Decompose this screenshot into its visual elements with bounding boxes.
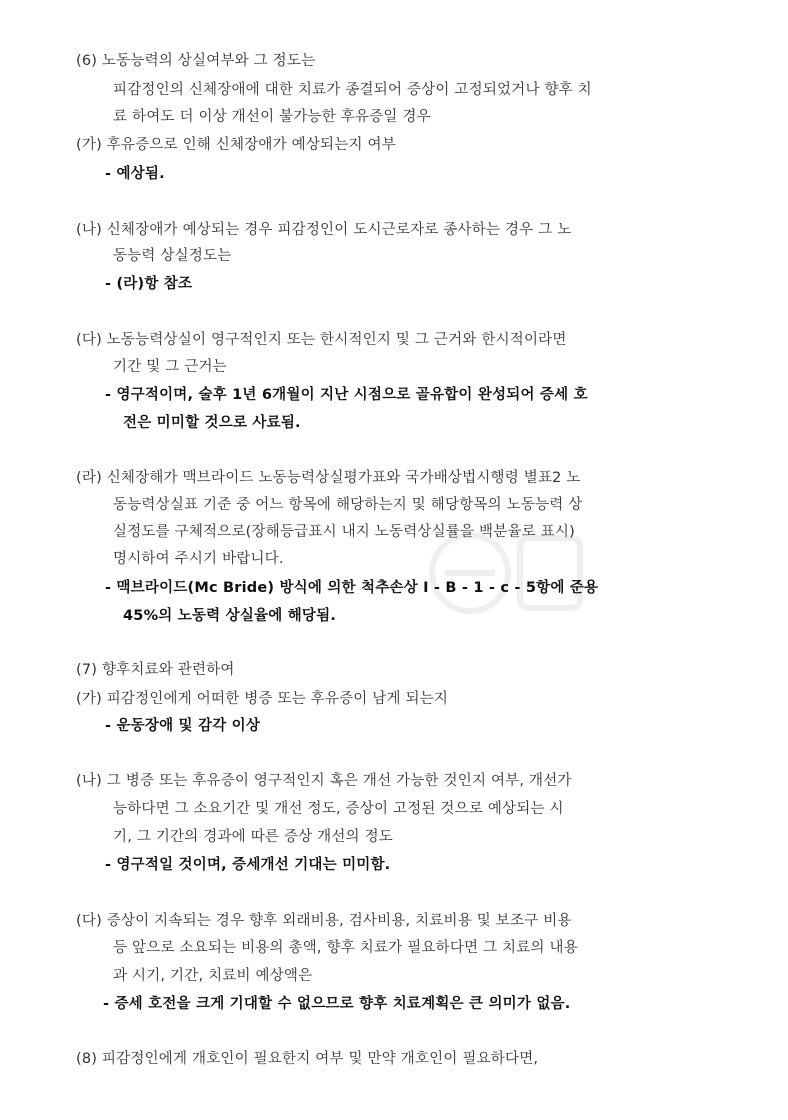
section-6-heading: (6) 노동능력의 상실여부와 그 정도는 [76, 53, 316, 69]
question-6-na-line-2: 동능력 상실정도는 [113, 248, 232, 264]
answer-7-na: - 영구적일 것이며, 증세개선 기대는 미미함. [105, 857, 391, 873]
question-7-da-line-2: 등 앞으로 소요되는 비용의 총액, 향후 치료가 필요하다면 그 치료의 내용 [113, 940, 578, 956]
answer-6-ra-line-1: - 맥브라이드(Mc Bride) 방식에 의한 척추손상 I - B - 1 - c - 5항에 준용 [105, 580, 599, 596]
section-7-heading: (7) 향후치료와 관련하여 [76, 662, 235, 678]
question-7-na-line-2: 능하다면 그 소요기간 및 개선 정도, 증상이 고정된 것으로 예상되는 시 [113, 801, 564, 817]
question-6-da-line-2: 기간 및 그 근거는 [113, 359, 227, 375]
answer-7-da: - 증세 호전을 크게 기대할 수 없으므로 향후 치료계획은 큰 의미가 없음. [103, 996, 571, 1012]
question-6-ra-line-2: 동능력상실표 기준 중 어느 항목에 해당하는지 및 해당항목의 노동능력 상 [113, 497, 583, 513]
question-6-ga: (가) 후유증으로 인해 신체장애가 예상되는지 여부 [76, 137, 396, 153]
question-7-na-line-1: (나) 그 병증 또는 후유증이 영구적인지 혹은 개선 가능한 것인지 여부, 개선가 [76, 773, 572, 789]
section-6-text-line-2: 료 하여도 더 이상 개선이 불가능한 후유증일 경우 [113, 109, 431, 125]
question-6-ra-line-1: (라) 신체장해가 맥브라이드 노동능력상실평가표와 국가배상법시행령 별표2 노 [76, 470, 581, 486]
section-6-text-line-1: 피감정인의 신체장애에 대한 치료가 종결되어 증상이 고정되었거나 향후 치 [113, 82, 592, 98]
answer-6-na: - (라)항 참조 [105, 276, 193, 292]
question-6-ra-line-3: 실정도를 구체적으로(장해등급표시 내지 노동력상실률을 백분율로 표시) [113, 524, 575, 540]
question-7-da-line-1: (다) 증상이 지속되는 경우 향후 외래비용, 검사비용, 치료비용 및 보조구 비용 [76, 913, 572, 929]
answer-6-ra-line-2: 45%의 노동력 상실율에 해당됨. [123, 608, 337, 624]
question-6-ra-line-4: 명시하여 주시기 바랍니다. [113, 551, 284, 567]
answer-6-da-line-2: 전은 미미할 것으로 사료됨. [123, 415, 301, 431]
question-6-na-line-1: (나) 신체장애가 예상되는 경우 피감정인이 도시근로자로 종사하는 경우 그 노 [76, 222, 572, 238]
answer-6-ga: - 예상됨. [105, 166, 165, 182]
question-7-na-line-3: 기, 그 기간의 경과에 따른 증상 개선의 정도 [113, 829, 393, 845]
section-8-heading: (8) 피감정인에게 개호인이 필요한지 여부 및 만약 개호인이 필요하다면, [76, 1051, 539, 1067]
question-7-ga: (가) 피감정인에게 어떠한 병증 또는 후유증이 남게 되는지 [76, 691, 449, 707]
answer-6-da-line-1: - 영구적이며, 술후 1년 6개월이 지난 시점으로 골유합이 완성되어 증세 호 [105, 387, 588, 403]
answer-7-ga: - 운동장애 및 감각 이상 [105, 718, 261, 734]
question-7-da-line-3: 과 시기, 기간, 치료비 예상액은 [113, 968, 313, 984]
question-6-da-line-1: (다) 노동능력상실이 영구적인지 또는 한시적인지 및 그 근거와 한시적이라면 [76, 332, 567, 348]
